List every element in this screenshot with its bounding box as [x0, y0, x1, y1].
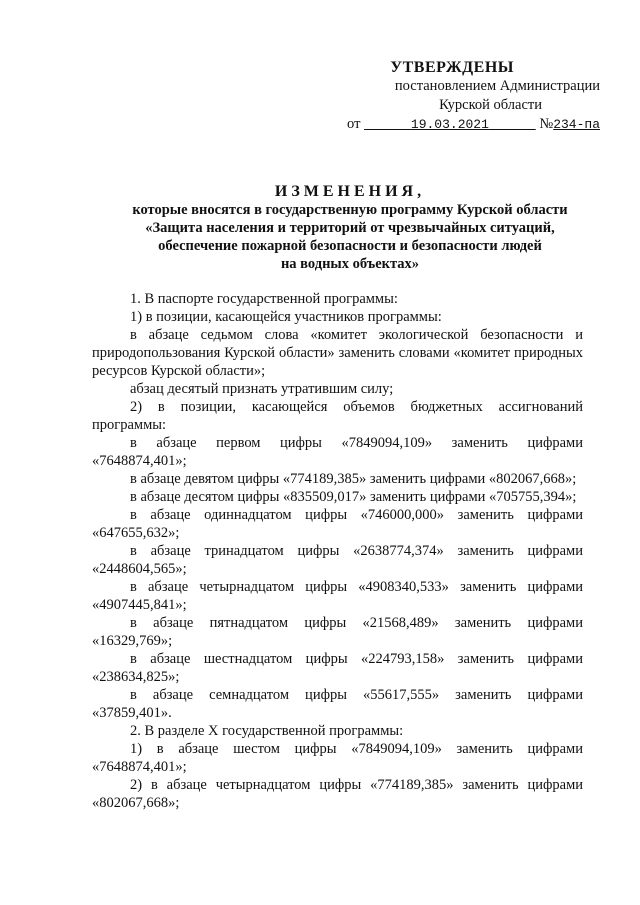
paragraph: в абзаце первом цифры «7849094,109» заменить цифрами «7648874,401»; — [92, 435, 583, 469]
approval-date-row — [300, 115, 600, 134]
paragraph: 1. В паспорте государственной программы: — [130, 291, 398, 307]
approval-heading: УТВЕРЖДЕНЫ — [390, 59, 514, 76]
paragraph: в абзаце десятом цифры «835509,017» заменить цифрами «705755,394»; — [130, 489, 577, 505]
paragraph: в абзаце седьмом слова «комитет экологической безопасности и природопользования Курской области» заменить словами «комитет природных ресурсов Курской области»; — [92, 327, 583, 379]
paragraph: 1) в абзаце шестом цифры «7849094,109» заменить цифрами «7648874,401»; — [92, 741, 583, 775]
number-value: 234-па — [553, 117, 600, 132]
paragraph: 2) в позиции, касающейся объемов бюджетных ассигнований программы: — [92, 399, 583, 433]
paragraph: в абзаце четырнадцатом цифры «4908340,533» заменить цифрами «4907445,841»; — [92, 579, 583, 613]
date-prefix: от — [347, 116, 361, 132]
title-line-3: «Защита населения и территорий от чрезвычайных ситуаций, — [145, 220, 555, 236]
title-line-4: обеспечение пожарной безопасности и безопасности людей — [158, 238, 542, 254]
document-title — [60, 183, 640, 273]
paragraph: в абзаце семнадцатом цифры «55617,555» заменить цифрами «37859,401». — [92, 687, 583, 721]
title-line-2: которые вносятся в государственную программу Курской области — [132, 202, 568, 218]
paragraph: абзац десятый признать утратившим силу; — [130, 381, 394, 397]
date-value-field — [364, 117, 536, 132]
paragraph: в абзаце девятом цифры «774189,385» заменить цифрами «802067,668»; — [130, 471, 577, 487]
paragraph: в абзаце одиннадцатом цифры «746000,000» заменить цифрами «647655,632»; — [92, 507, 583, 541]
approval-line-1: постановлением Администрации — [394, 78, 600, 94]
document-body — [92, 290, 583, 812]
paragraph: 1) в позиции, касающейся участников программы: — [130, 309, 442, 325]
paragraph: 2) в абзаце четырнадцатом цифры «774189,385» заменить цифрами «802067,668»; — [92, 777, 583, 811]
paragraph: 2. В разделе X государственной программы: — [130, 723, 404, 739]
date-value: 19.03.2021 — [410, 117, 489, 132]
approval-line-2: Курской области — [439, 97, 542, 113]
paragraph: в абзаце тринадцатом цифры «2638774,374» заменить цифрами «2448604,565»; — [92, 543, 583, 577]
approval-block — [300, 58, 600, 134]
number-prefix: № — [539, 116, 554, 132]
title-main: ИЗМЕНЕНИЯ, — [274, 183, 426, 200]
paragraph: в абзаце пятнадцатом цифры «21568,489» заменить цифрами «16329,769»; — [92, 615, 583, 649]
title-line-5: на водных объектах» — [280, 256, 420, 272]
paragraph: в абзаце шестнадцатом цифры «224793,158» заменить цифрами «238634,825»; — [92, 651, 583, 685]
